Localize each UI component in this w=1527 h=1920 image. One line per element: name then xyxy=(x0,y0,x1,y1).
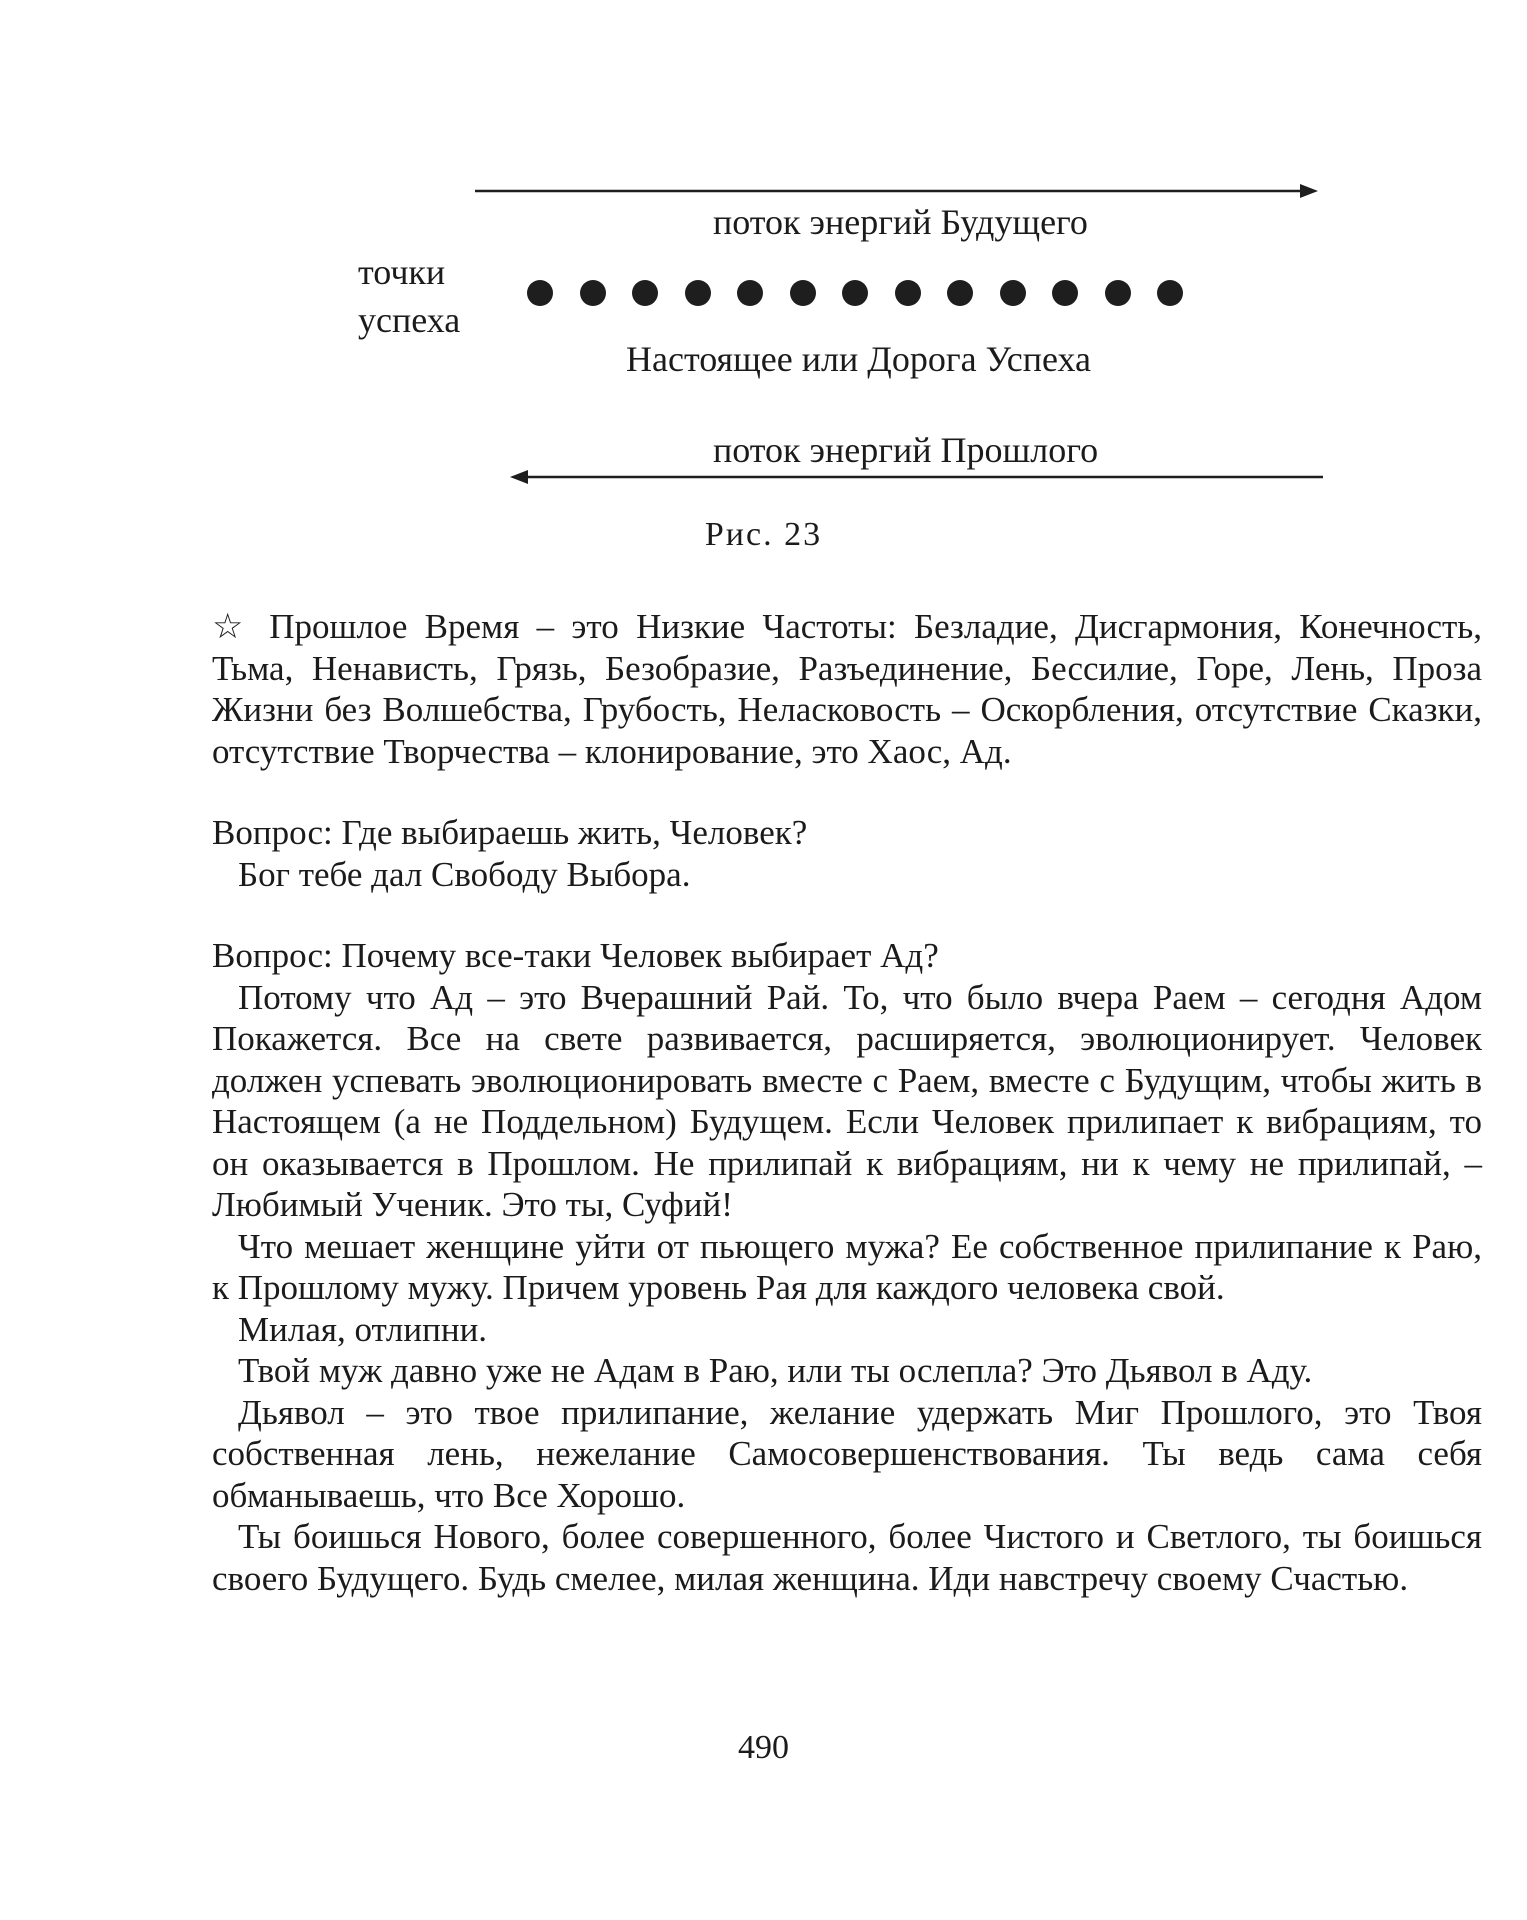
success-point-dot xyxy=(842,280,868,306)
paragraph-attachment: Дьявол – это твое прилипание, желание удержать Миг Прошлого, это Твоя собственная лень, нежелание Самосовершенствования. Ты ведь сама себя обманываешь, что Все Хорошо. xyxy=(212,1392,1482,1515)
page-number: 490 xyxy=(738,1729,789,1766)
success-point-dot xyxy=(632,280,658,306)
paragraph-yesterday-paradise: Потому что Ад – это Вчерашний Рай. То, что было вчера Раем – сегодня Адом Покажется. Все на свете развивается, расширяется, эволюционирует. Человек должен успевать эволюционировать вместе с Раем, вместе с Будущим, чтобы жить в Настоящем (а не Поддельном) Будущем. Если Человек прилипает к вибрациям, то он оказывается в Прошлом. Не прилипай к вибрациям, ни к чему не прилипай, – Любимый Ученик. Это ты, Суфий! xyxy=(212,977,1482,1224)
paragraph-fear-of-new: Ты боишься Нового, более совершенного, более Чистого и Светлого, ты боишься своего Будущего. Будь смелее, милая женщина. Иди навстречу своему Счастью. xyxy=(212,1517,1482,1598)
figure-23 xyxy=(0,0,1527,560)
success-points-label-line2: успеха xyxy=(358,300,461,340)
question-why-hell: Вопрос: Почему все-таки Человек выбирает Ад? xyxy=(212,936,939,975)
answer-freedom-of-choice: Бог тебе дал Свободу Выбора. xyxy=(238,854,691,894)
figure-caption: Рис. 23 xyxy=(704,516,823,553)
success-point-dot xyxy=(1157,280,1183,306)
success-points-label xyxy=(358,248,460,344)
success-point-dot xyxy=(685,280,711,306)
success-point-dot xyxy=(1105,280,1131,306)
question-where-to-live: Вопрос: Где выбираешь жить, Человек? xyxy=(212,813,808,852)
paragraph-let-go: Милая, отлипни. xyxy=(238,1309,488,1349)
present-road-label: Настоящее или Дорога Успеха xyxy=(626,339,1091,379)
body-text xyxy=(212,606,1482,1599)
paragraph-past-time: ☆ Прошлое Время – это Низкие Частоты: Безладие, Дисгармония, Конечность, Тьма, Ненависть, Грязь, Безобразие, Разъединение, Бессилие, Горе, Лень, Проза Жизни без Волшебства, Грубость, Неласковость – Оскорбления, отсутствие Сказки, отсутствие Творчества – клонирование, это Хаос, Ад. xyxy=(212,607,1482,771)
success-point-dot xyxy=(947,280,973,306)
success-points-row xyxy=(527,280,1187,308)
past-flow-arrowhead xyxy=(510,470,528,484)
success-point-dot xyxy=(1000,280,1026,306)
success-point-dot xyxy=(527,280,553,306)
future-flow-arrowhead xyxy=(1300,184,1318,198)
success-points-label-line1: точки xyxy=(358,252,446,292)
success-point-dot xyxy=(790,280,816,306)
success-point-dot xyxy=(737,280,763,306)
future-flow-label: поток энергий Будущего xyxy=(713,202,1088,242)
success-point-dot xyxy=(580,280,606,306)
paragraph-drinking-husband: Что мешает женщине уйти от пьющего мужа? Ее собственное прилипание к Раю, к Прошлому мужу. Причем уровень Рая для каждого человека свой. xyxy=(212,1226,1482,1307)
past-flow-label: поток энергий Прошлого xyxy=(713,430,1099,470)
paragraph-devil-in-hell: Твой муж давно уже не Адам в Раю, или ты ослепла? Это Дьявол в Аду. xyxy=(238,1351,1313,1390)
success-point-dot xyxy=(1052,280,1078,306)
success-point-dot xyxy=(895,280,921,306)
